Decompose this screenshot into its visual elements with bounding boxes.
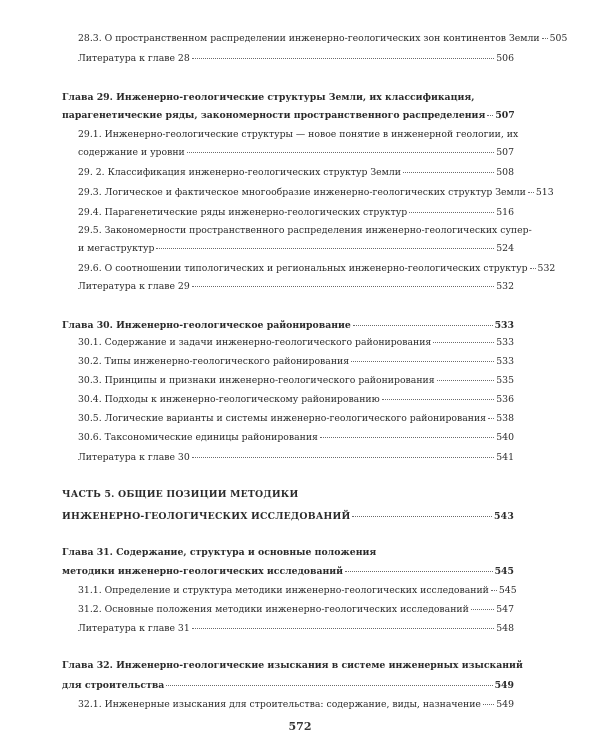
toc-entry-29-6: 29.6. О соотношении типологических и региональных инженерно-геологических структур 532 (78, 263, 556, 274)
page-number: 572 (288, 720, 312, 733)
toc-entry-29-3: 29.3. Логическое и фактическое многообразие инженерно-геологических структур Земли 513 (78, 187, 554, 198)
toc-entry-31-2: 31.2. Основные положения методики инженерно-геологических исследований 547 (78, 604, 514, 615)
chapter-31-heading: методики инженерно-геологических исследований 545 (62, 566, 514, 577)
toc-entry-29-1-line1: 29.1. Инженерно-геологические структуры — новое понятие в инженерной геологии, их (78, 129, 519, 140)
chapter-32-title-line1: Глава 32. Инженерно-геологические изыскания в системе инженерных изысканий (62, 660, 523, 671)
toc-entry-30-6: 30.6. Таксономические единицы районирования 540 (78, 432, 514, 443)
toc-entry-29-2: 29. 2. Классификация инженерно-геологических структур Земли 508 (78, 167, 514, 178)
toc-entry-literature-30: Литература к главе 30 541 (78, 452, 514, 463)
chapter-32-heading: для строительства 549 (62, 680, 514, 691)
part-5-title-line1: ЧАСТЬ 5. ОБЩИЕ ПОЗИЦИИ МЕТОДИКИ (62, 489, 299, 500)
chapter-29-heading: парагенетические ряды, закономерности пространственного распределения 507 (62, 110, 515, 121)
chapter-29-title-line1: Глава 29. Инженерно-геологические структуры Земли, их классификация, (62, 92, 475, 103)
toc-entry-31-1: 31.1. Определение и структура методики инженерно-геологических исследований 545 (78, 585, 517, 596)
toc-entry-30-2: 30.2. Типы инженерно-геологического районирования 533 (78, 356, 514, 367)
toc-entry-28-3: 28.3. О пространственном распределении инженерно-геологических зон континентов Земли 505 (78, 33, 568, 44)
toc-entry-30-4: 30.4. Подходы к инженерно-геологическому районированию 536 (78, 394, 514, 405)
toc-entry-32-1: 32.1. Инженерные изыскания для строительства: содержание, виды, назначение 549 (78, 699, 514, 710)
part-5-heading: ИНЖЕНЕРНО-ГЕОЛОГИЧЕСКИХ ИССЛЕДОВАНИЙ 543 (62, 511, 514, 522)
toc-entry-29-4: 29.4. Парагенетические ряды инженерно-геологических структур 516 (78, 207, 514, 218)
toc-entry-29-1: содержание и уровни 507 (78, 147, 514, 158)
toc-entry-literature-29: Литература к главе 29 532 (78, 281, 514, 292)
toc-entry-30-5: 30.5. Логические варианты и системы инженерно-геологического районирования 538 (78, 413, 514, 424)
chapter-31-title-line1: Глава 31. Содержание, структура и основные положения (62, 547, 377, 558)
toc-entry-literature-28: Литература к главе 28 506 (78, 53, 514, 64)
chapter-30-heading: Глава 30. Инженерно-геологическое районирование 533 (62, 320, 514, 331)
toc-entry-29-5: и мегаструктур 524 (78, 243, 514, 254)
toc-entry-30-1: 30.1. Содержание и задачи инженерно-геологического районирования 533 (78, 337, 514, 348)
toc-entry-literature-31: Литература к главе 31 548 (78, 623, 514, 634)
toc-entry-30-3: 30.3. Принципы и признаки инженерно-геологического районирования 535 (78, 375, 514, 386)
toc-entry-29-5-line1: 29.5. Закономерности пространственного распределения инженерно-геологических супер- (78, 225, 532, 236)
